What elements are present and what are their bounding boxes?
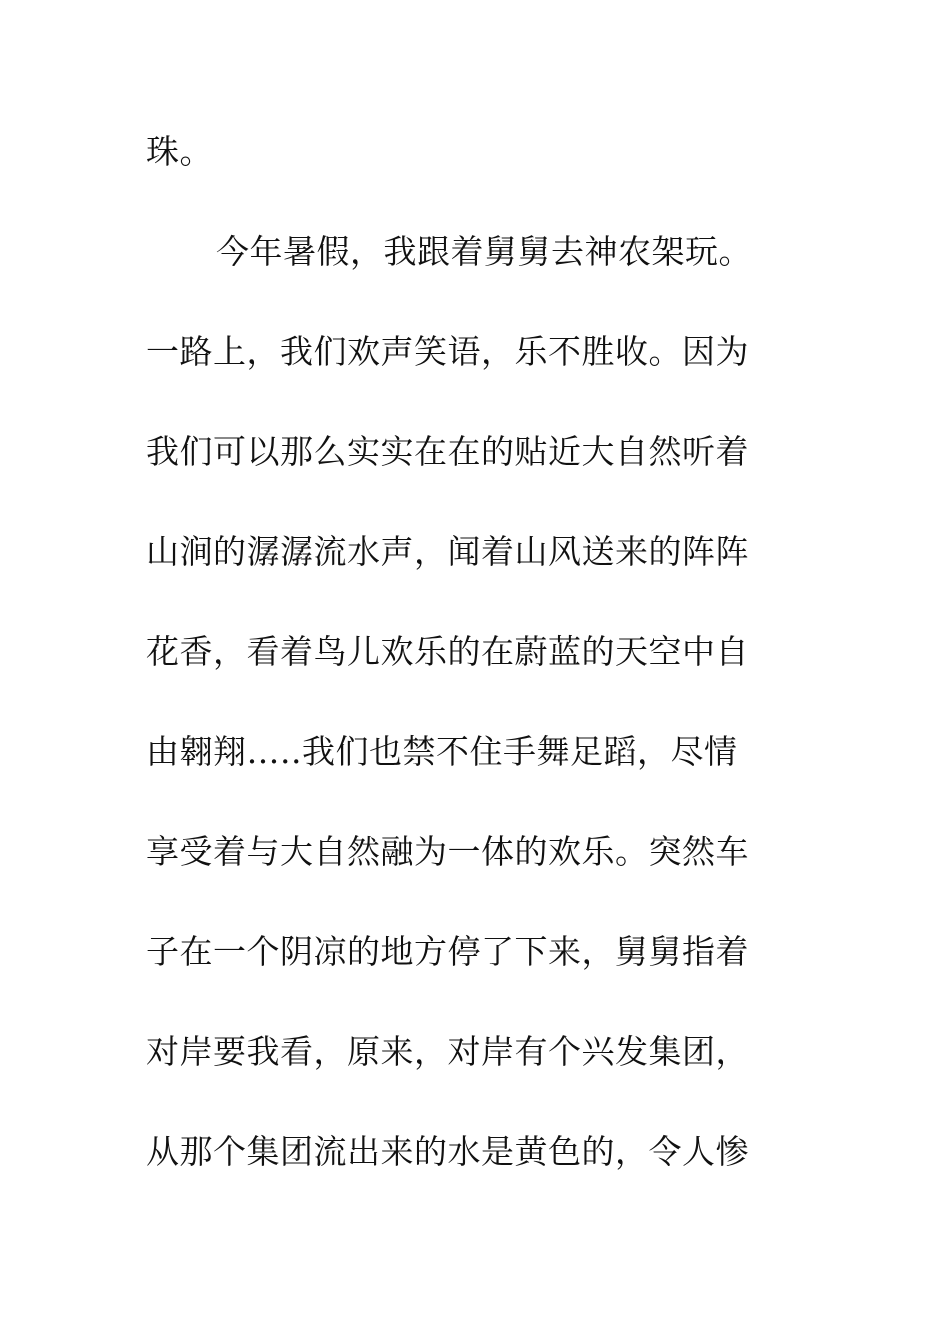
text-line-10: 对岸要我看，原来，对岸有个兴发集团， [146, 1032, 749, 1071]
text-line-5: 山涧的潺潺流水声，闻着山风送来的阵阵 [146, 532, 749, 571]
text-line-11: 从那个集团流出来的水是黄色的，令人惨 [146, 1132, 749, 1171]
text-line-4: 我们可以那么实实在在的贴近大自然听着 [146, 432, 749, 471]
text-line-7: 由翱翔…..我们也禁不住手舞足蹈，尽情 [146, 732, 738, 771]
text-line-1: 珠。 [146, 132, 213, 171]
text-line-9: 子在一个阴凉的地方停了下来，舅舅指着 [146, 932, 749, 971]
text-line-2: 今年暑假，我跟着舅舅去神农架玩。 [216, 232, 752, 271]
text-line-6: 花香，看着鸟儿欢乐的在蔚蓝的天空中自 [146, 632, 749, 671]
text-line-3: 一路上，我们欢声笑语，乐不胜收。因为 [146, 332, 749, 371]
text-line-8: 享受着与大自然融为一体的欢乐。突然车 [146, 832, 749, 871]
